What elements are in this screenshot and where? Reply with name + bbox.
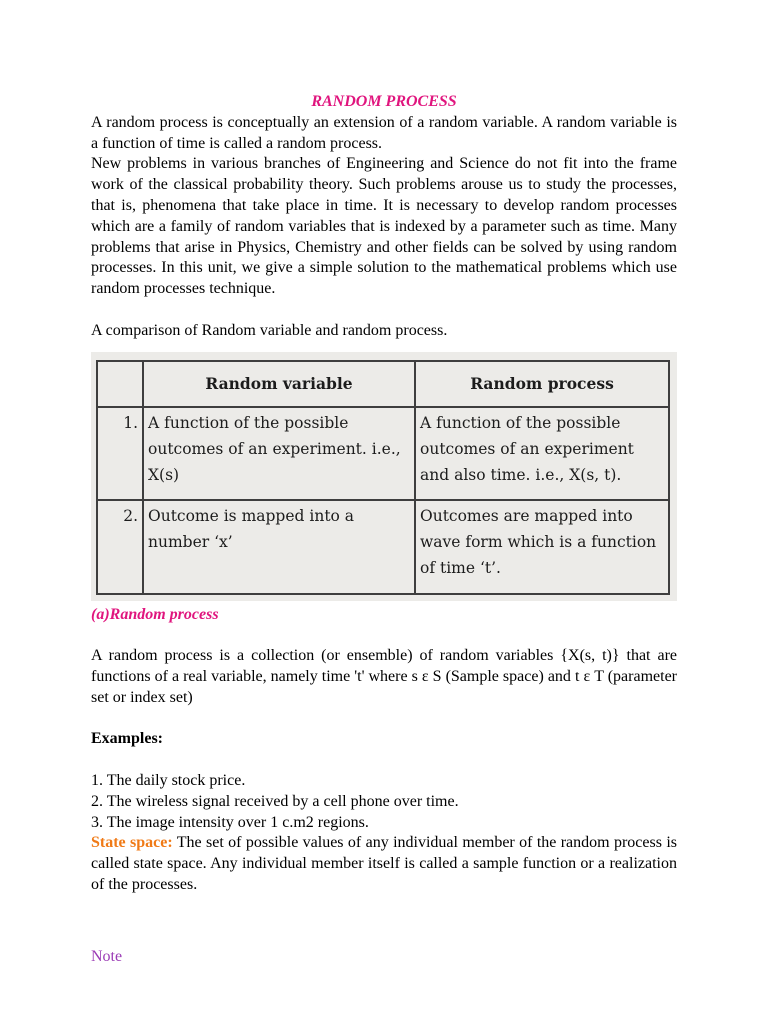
comparison-table-image <box>91 352 677 601</box>
row-number: 1. <box>97 407 143 501</box>
table-row <box>97 407 669 501</box>
table-header-rp: Random process <box>415 361 669 407</box>
table-row <box>97 500 669 594</box>
row-rv-cell: A function of the possible outcomes of an experiment. i.e., X(s) <box>143 407 415 501</box>
examples-heading: Examples: <box>91 730 163 748</box>
row-rv-cell: Outcome is mapped into a number ‘x’ <box>143 500 415 594</box>
context-paragraph: New problems in various branches of Engineering and Science do not fit into the frame work of the classical probability theory. Such problems arouse us to study the processes, that is, phenomena that take place in time. It is necessary to develop random processes which are a family of random variables that is indexed by a parameter such as time. Many problems that arise in Physics, Chemistry and other fields can be solved by using random processes. In this unit, we give a simple solution to the mathematical problems which use random processes technique. <box>91 155 677 298</box>
table-header-num <box>97 361 143 407</box>
example-item: 1. The daily stock price. <box>91 771 246 789</box>
row-number: 2. <box>97 500 143 594</box>
comparison-table <box>96 360 670 595</box>
intro-paragraph: A random process is conceptually an extension of a random variable. A random variable is a function of time is called a random process. <box>91 113 677 152</box>
table-header-rv: Random variable <box>143 361 415 407</box>
state-space-paragraph <box>91 833 677 895</box>
section-subheading: (a)Random process <box>91 605 219 623</box>
definition-paragraph: A random process is a collection (or ensemble) of random variables {X(s, t)} that are functions of a real variable, namely time 't' where s ε S (Sample space) and t ε T (parameter set or index set) <box>91 647 677 706</box>
state-space-text: The set of possible values of any individual member of the random process is called state space. Any individual member itself is called a sample function or a realization of the processes. <box>91 834 677 893</box>
document-body <box>91 92 677 896</box>
example-item: 2. The wireless signal received by a cell phone over time. <box>91 792 459 810</box>
row-rp-cell: A function of the possible outcomes of an experiment and also time. i.e., X(s, t). <box>415 407 669 501</box>
row-rp-cell: Outcomes are mapped into wave form which is a function of time ‘t’. <box>415 500 669 594</box>
example-item: 3. The image intensity over 1 c.m2 regions. <box>91 813 369 831</box>
note-label: Note <box>91 948 123 965</box>
page-title: RANDOM PROCESS <box>311 93 457 110</box>
comparison-intro: A comparison of Random variable and random process. <box>91 321 448 339</box>
state-space-label: State space: <box>91 834 173 852</box>
